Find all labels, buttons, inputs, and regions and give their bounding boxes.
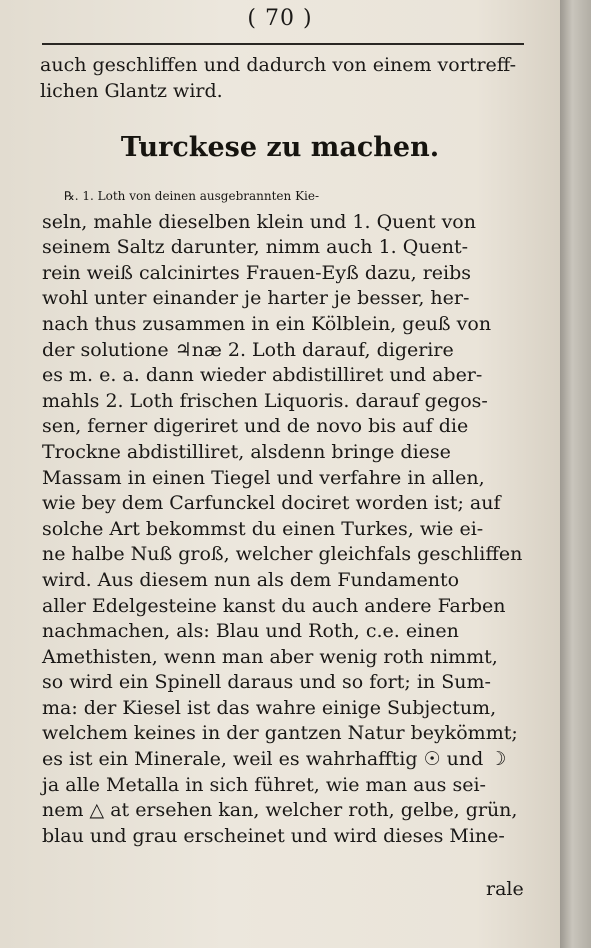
text-line: lichen Glantz wird. xyxy=(40,79,223,102)
page-header xyxy=(0,6,560,36)
text-line: wohl unter einander je harter je besser, her- xyxy=(42,287,470,310)
text-line: seln, mahle dieselben klein und 1. Quent von xyxy=(42,210,476,233)
text-line: ne halbe Nuß groß, welcher gleichfals geschliffen xyxy=(42,543,523,566)
header-rule xyxy=(42,43,524,45)
text-line: solche Art bekommst du einen Turkes, wie ei- xyxy=(42,517,484,540)
text-line: seinem Saltz darunter, nimm auch 1. Quent- xyxy=(42,236,469,259)
text-line: ma: der Kiesel ist das wahre einige Subjectum, xyxy=(42,696,497,719)
text-line: so wird ein Spinell daraus und so fort; in Sum- xyxy=(42,671,491,694)
text-line: nem △ at ersehen kan, welcher roth, gelbe, grün, xyxy=(42,799,518,822)
text-line: auch geschliffen und dadurch von einem vortreff- xyxy=(40,54,517,76)
text-line: ℞. 1. Loth von deinen ausgebrannten Kie- xyxy=(64,189,320,203)
catchword: rale xyxy=(486,878,524,900)
text-line: wie bey dem Carfunckel dociret worden ist; auf xyxy=(42,492,501,515)
text-line: Amethisten, wenn man aber wenig roth nimmt, xyxy=(42,645,498,668)
text-line: Massam in einen Tiegel und verfahre in allen, xyxy=(42,466,485,489)
recipe-paragraph xyxy=(42,184,532,849)
adjacent-page-edge xyxy=(560,0,591,948)
text-line: es m. e. a. dann wieder abdistilliret und aber- xyxy=(42,364,483,387)
text-line: ja alle Metalla in sich führet, wie man aus sei- xyxy=(42,773,486,796)
text-line: es ist ein Minerale, weil es wahrhafftig ☉ und ☽ xyxy=(42,748,507,771)
text-line: mahls 2. Loth frischen Liquoris. darauf gegos- xyxy=(42,389,488,412)
page-number: ( 70 ) xyxy=(247,6,313,31)
text-line: der solutione ♃næ 2. Loth darauf, digerire xyxy=(42,338,454,361)
text-line: sen, ferner digeriret und de novo bis auf die xyxy=(42,415,469,438)
section-title: Turckese zu machen. xyxy=(120,132,440,163)
text-line: blau und grau erscheinet und wird dieses Mine- xyxy=(42,824,505,847)
text-line: wird. Aus diesem nun als dem Fundamento xyxy=(42,568,460,591)
text-line: welchem keines in der gantzen Natur beykömmt; xyxy=(42,722,518,745)
text-line: rein weiß calcinirtes Frauen-Eyß dazu, reibs xyxy=(42,261,472,284)
top-paragraph xyxy=(40,53,530,104)
text-line: aller Edelgesteine kanst du auch andere Farben xyxy=(42,594,506,617)
text-line: nach thus zusammen in ein Kölblein, geuß von xyxy=(42,312,492,335)
text-line: Trockne abdistilliret, alsdenn bringe diese xyxy=(42,440,451,463)
text-line: nachmachen, als: Blau und Roth, c.e. einen xyxy=(42,620,459,643)
